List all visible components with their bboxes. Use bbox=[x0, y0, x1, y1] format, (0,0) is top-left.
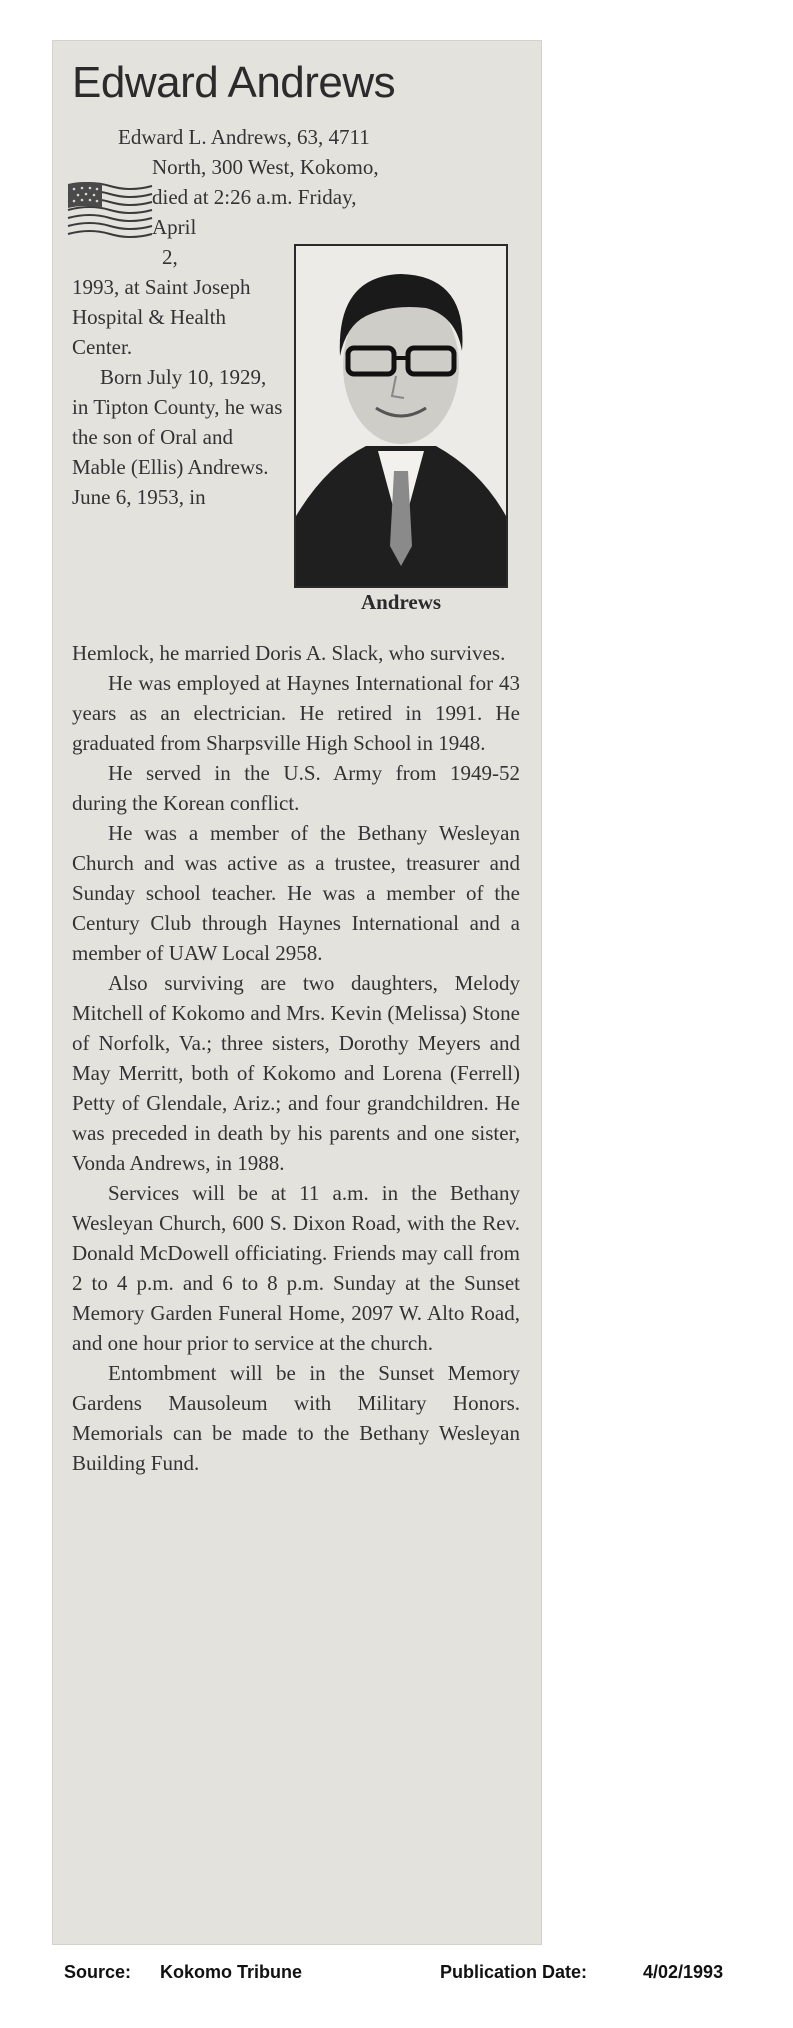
narrow-column bbox=[72, 272, 286, 512]
paragraph: 1993, at Saint Joseph Hospital & Health Center. bbox=[72, 275, 251, 359]
photo-caption: Andrews bbox=[360, 590, 442, 614]
headline: Edward Andrews bbox=[72, 58, 396, 107]
source-value: Kokomo Tribune bbox=[160, 1962, 303, 1982]
newspaper-clipping bbox=[52, 40, 542, 1945]
paragraph: Entombment will be in the Sunset Memory Gardens Mausoleum with Military Honors. Memorials can be made to the Bethany Wesleyan Building Fund. bbox=[72, 1361, 520, 1475]
american-flag-icon bbox=[64, 178, 156, 240]
publication-date-value: 4/02/1993 bbox=[643, 1962, 724, 1982]
portrait-photo bbox=[294, 244, 508, 588]
paragraph: Also surviving are two daughters, Melody Mitchell of Kokomo and Mrs. Kevin (Melissa) Stone of Norfolk, Va.; three sisters, Dorothy Meyers and May Merritt, both of Kokomo and Lorena (Ferrell) Petty of Glendale, Ariz.; and four grandchildren. He was preceded in death by his parents and one sister, Vonda Andrews, in 1988. bbox=[72, 971, 520, 1175]
paragraph: Services will be at 11 a.m. in the Bethany Wesleyan Church, 600 S. Dixon Road, with the Rev. Donald McDowell officiating. Friends may call from 2 to 4 p.m. and 6 to 8 p.m. Sunday at the Sunset Memory Garden Funeral Home, 2097 W. Alto Road, and one hour prior to service at the church. bbox=[72, 1181, 520, 1355]
publication-date-label: Publication Date: bbox=[440, 1962, 588, 1982]
lead-line: Edward L. Andrews, 63, 4711 bbox=[118, 125, 370, 149]
lead-line: North, 300 West, Kokomo, bbox=[152, 155, 379, 179]
lead-line: 2, bbox=[162, 245, 178, 269]
paragraph: Hemlock, he married Doris A. Slack, who survives. bbox=[72, 641, 506, 665]
paragraph: He served in the U.S. Army from 1949-52 during the Korean conflict. bbox=[72, 761, 520, 815]
source-label: Source: bbox=[64, 1962, 132, 1982]
lead-line: died at 2:26 a.m. Friday, bbox=[152, 185, 357, 209]
paragraph: He was employed at Haynes International for 43 years as an electrician. He retired in 1991. He graduated from Sharpsville High School in 1948. bbox=[72, 671, 520, 755]
paragraph: Born July 10, 1929, in Tipton County, he was the son of Oral and Mable (Ellis) Andrews. June 6, 1953, in bbox=[72, 365, 283, 509]
lead-line: April bbox=[152, 215, 197, 239]
paragraph: He was a member of the Bethany Wesleyan Church and was active as a trustee, treasurer and Sunday school teacher. He was a member of the Century Club through Haynes International and a member of UAW Local 2958. bbox=[72, 821, 520, 965]
main-column bbox=[72, 638, 520, 1478]
